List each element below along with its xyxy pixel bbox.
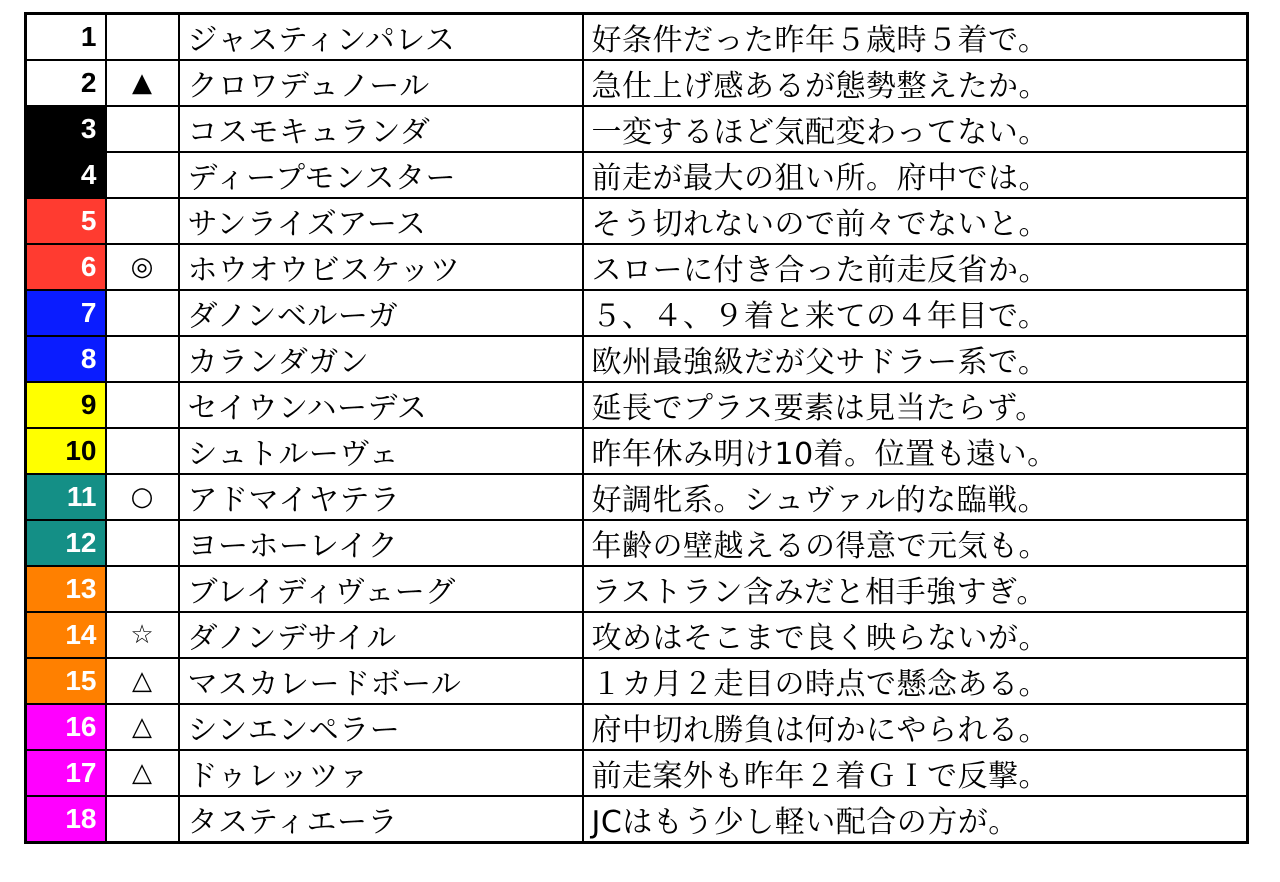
prediction-mark-cell: ▲ [106, 60, 179, 106]
comment-cell: 年齢の壁越えるの得意で元気も。 [583, 520, 1248, 566]
horse-number-cell: 15 [26, 658, 106, 704]
comment-cell: ラストラン含みだと相手強すぎ。 [583, 566, 1248, 612]
table-row [26, 14, 1248, 61]
prediction-mark-cell: △ [106, 704, 179, 750]
horse-name-cell: サンライズアース [179, 198, 583, 244]
table-row [26, 704, 1248, 750]
horse-number-cell: 10 [26, 428, 106, 474]
prediction-mark-cell [106, 14, 179, 61]
table-row [26, 152, 1248, 198]
prediction-mark-cell [106, 336, 179, 382]
horse-number-cell: 14 [26, 612, 106, 658]
horse-number-cell: 1 [26, 14, 106, 61]
table-row [26, 336, 1248, 382]
prediction-mark-cell [106, 796, 179, 843]
table-row [26, 612, 1248, 658]
comment-cell: 一変するほど気配変わってない。 [583, 106, 1248, 152]
table-row [26, 428, 1248, 474]
prediction-mark-cell [106, 566, 179, 612]
horse-number-cell: 7 [26, 290, 106, 336]
horse-name-cell: ディープモンスター [179, 152, 583, 198]
comment-cell: 攻めはそこまで良く映らないが。 [583, 612, 1248, 658]
prediction-mark-cell [106, 198, 179, 244]
horse-name-cell: シュトルーヴェ [179, 428, 583, 474]
prediction-mark-cell: ◎ [106, 244, 179, 290]
prediction-mark-cell: ○ [106, 474, 179, 520]
horse-number-cell: 9 [26, 382, 106, 428]
horse-name-cell: シンエンペラー [179, 704, 583, 750]
comment-cell: そう切れないので前々でないと。 [583, 198, 1248, 244]
horse-name-cell: クロワデュノール [179, 60, 583, 106]
comment-cell: 好調牝系。シュヴァル的な臨戦。 [583, 474, 1248, 520]
table-row [26, 566, 1248, 612]
entry-table-body [26, 14, 1248, 843]
comment-cell: 延長でプラス要素は見当たらず。 [583, 382, 1248, 428]
table-row [26, 60, 1248, 106]
table-row [26, 658, 1248, 704]
prediction-mark-cell [106, 382, 179, 428]
horse-number-cell: 16 [26, 704, 106, 750]
table-row [26, 750, 1248, 796]
prediction-mark-cell [106, 290, 179, 336]
horse-name-cell: カランダガン [179, 336, 583, 382]
horse-name-cell: ダノンベルーガ [179, 290, 583, 336]
table-row [26, 106, 1248, 152]
horse-number-cell: 18 [26, 796, 106, 843]
table-row [26, 520, 1248, 566]
comment-cell: 府中切れ勝負は何かにやられる。 [583, 704, 1248, 750]
prediction-mark-cell [106, 106, 179, 152]
comment-cell: JCはもう少し軽い配合の方が。 [583, 796, 1248, 843]
table-row [26, 290, 1248, 336]
horse-name-cell: ドゥレッツァ [179, 750, 583, 796]
table-row [26, 474, 1248, 520]
horse-name-cell: アドマイヤテラ [179, 474, 583, 520]
prediction-mark-cell: △ [106, 658, 179, 704]
horse-number-cell: 11 [26, 474, 106, 520]
horse-number-cell: 4 [26, 152, 106, 198]
prediction-mark-cell [106, 520, 179, 566]
prediction-mark-cell: △ [106, 750, 179, 796]
horse-name-cell: ブレイディヴェーグ [179, 566, 583, 612]
horse-name-cell: ホウオウビスケッツ [179, 244, 583, 290]
horse-name-cell: マスカレードボール [179, 658, 583, 704]
horse-number-cell: 3 [26, 106, 106, 152]
horse-number-cell: 13 [26, 566, 106, 612]
comment-cell: 急仕上げ感あるが態勢整えたか。 [583, 60, 1248, 106]
prediction-mark-cell: ☆ [106, 612, 179, 658]
comment-cell: 欧州最強級だが父サドラー系で。 [583, 336, 1248, 382]
horse-number-cell: 2 [26, 60, 106, 106]
table-row [26, 382, 1248, 428]
horse-name-cell: コスモキュランダ [179, 106, 583, 152]
horse-number-cell: 6 [26, 244, 106, 290]
comment-cell: １カ月２走目の時点で懸念ある。 [583, 658, 1248, 704]
comment-cell: 昨年休み明け10着。位置も遠い。 [583, 428, 1248, 474]
race-entry-table [24, 12, 1249, 844]
horse-number-cell: 5 [26, 198, 106, 244]
comment-cell: 好条件だった昨年５歳時５着で。 [583, 14, 1248, 61]
horse-name-cell: セイウンハーデス [179, 382, 583, 428]
table-row [26, 244, 1248, 290]
table-row [26, 198, 1248, 244]
comment-cell: ５、４、９着と来ての４年目で。 [583, 290, 1248, 336]
horse-number-cell: 8 [26, 336, 106, 382]
horse-name-cell: ダノンデサイル [179, 612, 583, 658]
horse-number-cell: 17 [26, 750, 106, 796]
table-row [26, 796, 1248, 843]
horse-name-cell: ヨーホーレイク [179, 520, 583, 566]
horse-name-cell: ジャスティンパレス [179, 14, 583, 61]
prediction-mark-cell [106, 428, 179, 474]
horse-number-cell: 12 [26, 520, 106, 566]
comment-cell: 前走案外も昨年２着ＧＩで反撃。 [583, 750, 1248, 796]
comment-cell: 前走が最大の狙い所。府中では。 [583, 152, 1248, 198]
prediction-mark-cell [106, 152, 179, 198]
horse-name-cell: タスティエーラ [179, 796, 583, 843]
comment-cell: スローに付き合った前走反省か。 [583, 244, 1248, 290]
